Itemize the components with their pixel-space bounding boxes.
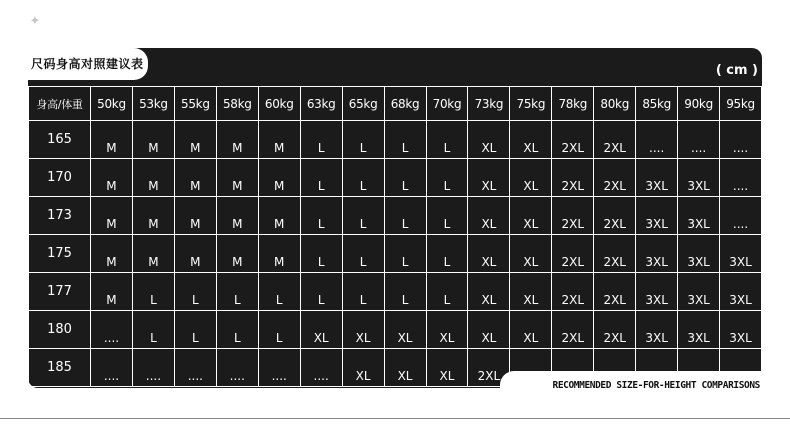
size-cell: .... [258, 349, 300, 387]
size-cell: .... [174, 349, 216, 387]
height-cell: 177 [29, 273, 91, 311]
size-cell: XL [510, 311, 552, 349]
size-cell: 3XL [678, 235, 720, 273]
size-cell: XL [342, 349, 384, 387]
size-cell: 3XL [636, 235, 678, 273]
weight-header: 50kg [91, 87, 133, 121]
size-cell: .... [720, 121, 762, 159]
size-cell: L [132, 273, 174, 311]
size-cell: M [132, 235, 174, 273]
size-cell: .... [132, 349, 174, 387]
weight-header: 78kg [552, 87, 594, 121]
size-cell: 2XL [594, 197, 636, 235]
size-cell: M [91, 197, 133, 235]
weight-header: 65kg [342, 87, 384, 121]
size-cell: XL [468, 159, 510, 197]
table-row [29, 235, 762, 273]
size-cell: .... [720, 159, 762, 197]
size-cell: M [216, 121, 258, 159]
size-cell: 3XL [636, 197, 678, 235]
table-row [29, 311, 762, 349]
height-cell: 173 [29, 197, 91, 235]
size-cell: L [384, 273, 426, 311]
weight-header: 90kg [678, 87, 720, 121]
size-cell: XL [468, 311, 510, 349]
size-cell: L [300, 235, 342, 273]
size-cell: L [342, 121, 384, 159]
size-cell: 3XL [678, 197, 720, 235]
weight-header: 63kg [300, 87, 342, 121]
size-cell: XL [510, 273, 552, 311]
weight-header: 60kg [258, 87, 300, 121]
size-cell: 3XL [720, 311, 762, 349]
size-cell: XL [510, 121, 552, 159]
size-cell: M [174, 159, 216, 197]
weight-header: 55kg [174, 87, 216, 121]
height-cell: 180 [29, 311, 91, 349]
weight-header: 73kg [468, 87, 510, 121]
table-header-row [29, 87, 762, 121]
size-cell: L [384, 121, 426, 159]
size-cell: M [216, 159, 258, 197]
size-cell: 2XL [552, 197, 594, 235]
size-cell: L [258, 311, 300, 349]
size-cell: XL [468, 121, 510, 159]
size-cell: M [258, 197, 300, 235]
size-table [28, 86, 762, 387]
size-cell: L [426, 121, 468, 159]
size-cell: 2XL [594, 235, 636, 273]
size-cell: 3XL [636, 273, 678, 311]
size-cell: L [342, 197, 384, 235]
size-cell: XL [342, 311, 384, 349]
size-cell: 2XL [552, 121, 594, 159]
size-cell: XL [384, 349, 426, 387]
size-cell: M [91, 273, 133, 311]
table-row [29, 159, 762, 197]
size-cell: XL [426, 311, 468, 349]
size-cell: XL [468, 197, 510, 235]
size-cell: 3XL [678, 273, 720, 311]
height-cell: 185 [29, 349, 91, 387]
size-cell: L [384, 197, 426, 235]
size-cell: .... [636, 121, 678, 159]
height-cell: 175 [29, 235, 91, 273]
size-cell: 2XL [552, 159, 594, 197]
size-cell: L [342, 235, 384, 273]
size-cell: L [300, 159, 342, 197]
size-cell: L [426, 235, 468, 273]
size-cell: .... [300, 349, 342, 387]
size-cell: XL [300, 311, 342, 349]
weight-header: 58kg [216, 87, 258, 121]
weight-header: 95kg [720, 87, 762, 121]
weight-header: 70kg [426, 87, 468, 121]
weight-header: 80kg [594, 87, 636, 121]
table-row [29, 121, 762, 159]
size-cell: M [216, 197, 258, 235]
size-cell: 2XL [594, 121, 636, 159]
size-cell: M [174, 235, 216, 273]
size-cell: .... [91, 349, 133, 387]
size-cell: 2XL [552, 311, 594, 349]
size-cell: 2XL [594, 273, 636, 311]
size-cell: XL [384, 311, 426, 349]
height-cell: 170 [29, 159, 91, 197]
size-cell: XL [510, 197, 552, 235]
size-cell: M [216, 235, 258, 273]
size-cell: M [132, 121, 174, 159]
size-cell: L [384, 235, 426, 273]
size-cell: L [300, 197, 342, 235]
size-cell: M [91, 235, 133, 273]
size-cell: L [384, 159, 426, 197]
chart-title: 尺码身高对照建议表 [28, 48, 148, 80]
size-cell: XL [426, 349, 468, 387]
size-cell: L [174, 311, 216, 349]
size-cell: XL [468, 235, 510, 273]
size-cell: L [426, 159, 468, 197]
corner-header: 身高/体重 [29, 87, 91, 121]
size-cell: M [132, 197, 174, 235]
size-cell: 3XL [678, 311, 720, 349]
size-cell: M [258, 121, 300, 159]
size-cell: M [258, 235, 300, 273]
bottom-divider [0, 418, 790, 419]
size-cell: L [258, 273, 300, 311]
size-cell: .... [216, 349, 258, 387]
size-cell: 2XL [468, 349, 510, 387]
size-cell: .... [720, 197, 762, 235]
footer-caption: RECOMMENDED SIZE-FOR-HEIGHT COMPARISONS [500, 371, 762, 401]
size-cell: XL [510, 159, 552, 197]
table-row [29, 197, 762, 235]
height-cell: 165 [29, 121, 91, 159]
size-cell: 2XL [594, 311, 636, 349]
size-cell: L [132, 311, 174, 349]
size-cell: L [342, 273, 384, 311]
size-cell: L [300, 273, 342, 311]
size-cell: 2XL [552, 273, 594, 311]
size-cell: L [300, 121, 342, 159]
size-cell: .... [91, 311, 133, 349]
weight-header: 75kg [510, 87, 552, 121]
size-cell: M [174, 121, 216, 159]
size-cell: 2XL [552, 235, 594, 273]
size-cell: L [174, 273, 216, 311]
size-cell: 3XL [636, 311, 678, 349]
table-row [29, 273, 762, 311]
size-cell: M [91, 159, 133, 197]
size-cell: M [91, 121, 133, 159]
size-cell: M [258, 159, 300, 197]
weight-header: 85kg [636, 87, 678, 121]
compass-star-icon: ✦ [29, 14, 41, 29]
size-cell: L [426, 273, 468, 311]
unit-label: ( cm ) [715, 63, 758, 78]
size-cell: XL [510, 235, 552, 273]
size-cell: XL [468, 273, 510, 311]
size-cell: M [132, 159, 174, 197]
size-cell: 3XL [720, 273, 762, 311]
size-cell: L [216, 273, 258, 311]
weight-header: 53kg [132, 87, 174, 121]
size-cell: 3XL [678, 159, 720, 197]
weight-header: 68kg [384, 87, 426, 121]
size-cell: .... [678, 121, 720, 159]
size-cell: 3XL [720, 235, 762, 273]
size-cell: 3XL [636, 159, 678, 197]
size-cell: L [342, 159, 384, 197]
size-cell: 2XL [594, 159, 636, 197]
size-cell: M [174, 197, 216, 235]
size-cell: L [216, 311, 258, 349]
size-cell: L [426, 197, 468, 235]
